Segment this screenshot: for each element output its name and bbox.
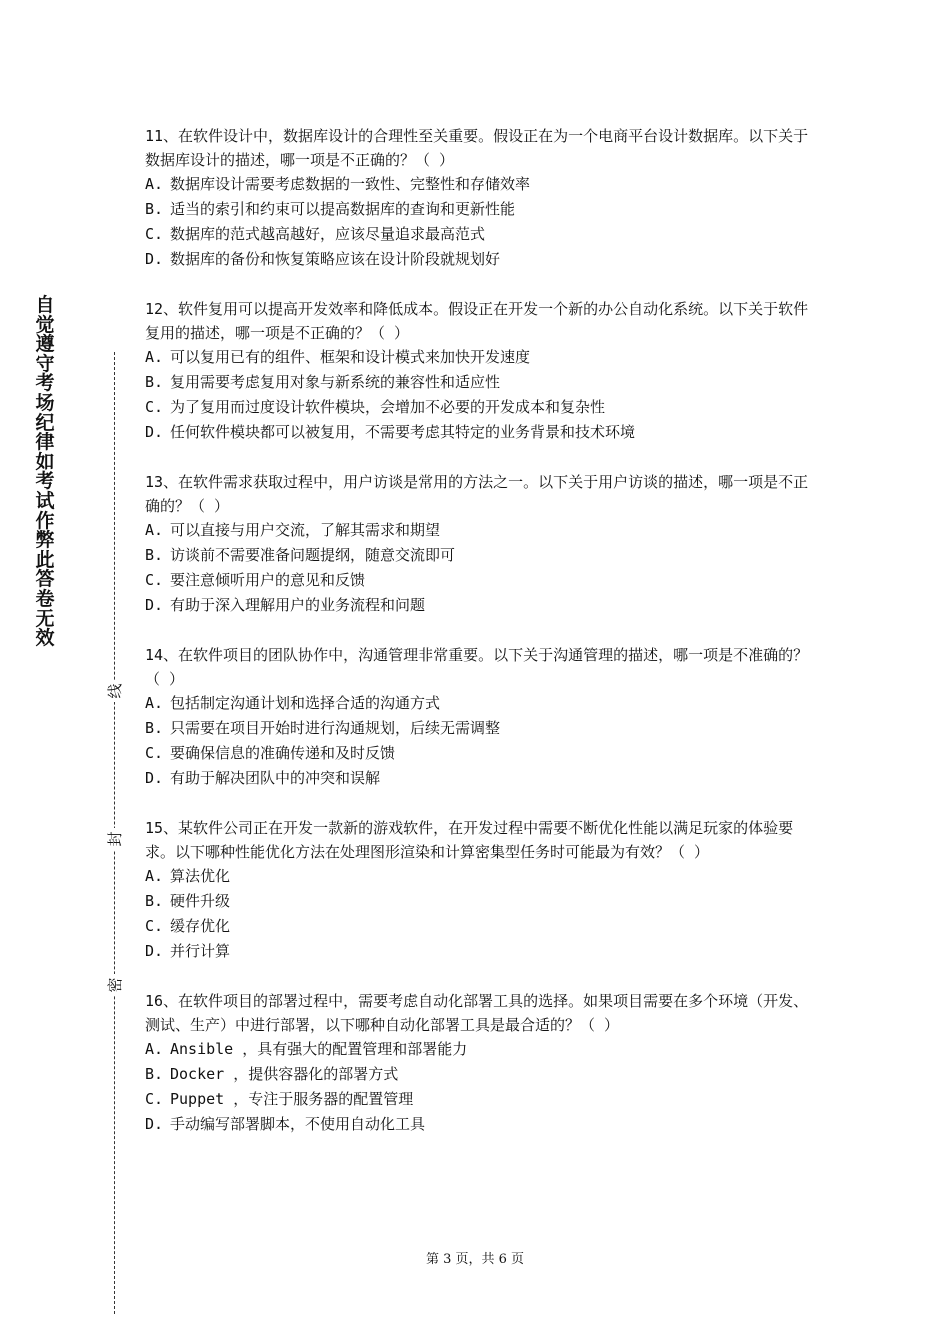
option-letter: A. [145,694,164,712]
option-b [145,543,815,568]
option-letter: D. [145,769,164,787]
question-stem: 11、在软件设计中，数据库设计的合理性至关重要。假设正在为一个电商平台设计数据库。以下关于数据库设计的描述，哪一项是不正确的？（ ） [145,127,809,169]
option-d [145,939,815,964]
option-letter: D. [145,942,164,960]
option-d [145,420,815,445]
question-14 [145,643,815,791]
option-letter: C. [145,571,164,589]
question-13 [145,470,815,618]
option-text: 适当的索引和约束可以提高数据库的查询和更新性能 [170,200,516,218]
option-text: 有助于解决团队中的冲突和误解 [170,769,381,787]
option-d [145,247,815,272]
option-a [145,864,815,889]
option-a [145,691,815,716]
option-letter: B. [145,719,164,737]
option-letter: C. [145,744,164,762]
option-text: Docker ，提供容器化的部署方式 [170,1065,399,1083]
question-12 [145,297,815,445]
option-c [145,568,815,593]
binding-mark-secret: 密 [107,974,123,996]
option-text: 要确保信息的准确传递和及时反馈 [170,744,396,762]
option-text: 数据库的范式越高越好，应该尽量追求最高范式 [170,225,486,243]
option-text: 为了复用而过度设计软件模块，会增加不必要的开发成本和复杂性 [170,398,606,416]
option-text: 有助于深入理解用户的业务流程和问题 [170,596,426,614]
option-text: 缓存优化 [170,917,231,935]
option-letter: C. [145,917,164,935]
question-stem: 16、在软件项目的部署过程中，需要考虑自动化部署工具的选择。如果项目需要在多个环境（开发、测试、生产）中进行部署，以下哪种自动化部署工具是最合适的？（ ） [145,992,809,1034]
option-d [145,593,815,618]
option-letter: B. [145,200,164,218]
question-16 [145,989,815,1137]
option-b [145,370,815,395]
option-a [145,518,815,543]
option-letter: A. [145,175,164,193]
option-text: 硬件升级 [170,892,231,910]
option-text: 访谈前不需要准备问题提纲，随意交流即可 [170,546,456,564]
option-letter: B. [145,1065,164,1083]
option-letter: D. [145,250,164,268]
option-a [145,1037,815,1062]
option-letter: A. [145,867,164,885]
option-letter: A. [145,348,164,366]
option-text: 数据库设计需要考虑数据的一致性、完整性和存储效率 [170,175,531,193]
option-text: 只需要在项目开始时进行沟通规划，后续无需调整 [170,719,501,737]
question-15 [145,816,815,964]
option-text: 数据库的备份和恢复策略应该在设计阶段就规划好 [170,250,501,268]
option-text: 包括制定沟通计划和选择合适的沟通方式 [170,694,441,712]
binding-mark-seal: 封 [107,828,123,850]
option-letter: D. [145,423,164,441]
option-letter: C. [145,225,164,243]
option-c [145,1087,815,1112]
option-c [145,395,815,420]
option-letter: C. [145,398,164,416]
option-letter: D. [145,1115,164,1133]
option-d [145,766,815,791]
option-letter: A. [145,521,164,539]
option-text: 算法优化 [170,867,231,885]
question-stem: 13、在软件需求获取过程中，用户访谈是常用的方法之一。以下关于用户访谈的描述，哪一项是不正确的？（ ） [145,473,809,515]
option-text: 可以复用已有的组件、框架和设计模式来加快开发速度 [170,348,531,366]
option-c [145,914,815,939]
option-c [145,741,815,766]
exam-integrity-notice: 自觉遵守考场纪律如考试作弊此答卷无效 [35,294,55,650]
option-letter: B. [145,373,164,391]
option-letter: D. [145,596,164,614]
option-b [145,197,815,222]
option-letter: C. [145,1090,164,1108]
question-stem: 12、软件复用可以提高开发效率和降低成本。假设正在开发一个新的办公自动化系统。以下关于软件复用的描述，哪一项是不正确的？（ ） [145,300,809,342]
option-a [145,345,815,370]
option-letter: B. [145,892,164,910]
option-b [145,716,815,741]
option-text: 可以直接与用户交流，了解其需求和期望 [170,521,441,539]
option-text: Ansible ，具有强大的配置管理和部署能力 [170,1040,468,1058]
option-b [145,889,815,914]
page-number-footer: 第 3 页，共 6 页 [425,1252,525,1267]
option-letter: A. [145,1040,164,1058]
option-text: 手动编写部署脚本，不使用自动化工具 [170,1115,426,1133]
option-text: 复用需要考虑复用对象与新系统的兼容性和适应性 [170,373,501,391]
binding-mark-line: 线 [107,680,123,702]
option-d [145,1112,815,1137]
question-11 [145,124,815,272]
option-text: Puppet ，专注于服务器的配置管理 [170,1090,414,1108]
option-text: 任何软件模块都可以被复用，不需要考虑其特定的业务背景和技术环境 [170,423,636,441]
option-text: 并行计算 [170,942,231,960]
option-a [145,172,815,197]
question-list [145,124,815,1162]
option-text: 要注意倾听用户的意见和反馈 [170,571,366,589]
question-stem: 14、在软件项目的团队协作中，沟通管理非常重要。以下关于沟通管理的描述，哪一项是不准确的？（ ） [145,646,809,688]
option-letter: B. [145,546,164,564]
option-c [145,222,815,247]
option-b [145,1062,815,1087]
question-stem: 15、某软件公司正在开发一款新的游戏软件，在开发过程中需要不断优化性能以满足玩家的体验要求。以下哪种性能优化方法在处理图形渲染和计算密集型任务时可能最为有效？（ ） [145,819,794,861]
